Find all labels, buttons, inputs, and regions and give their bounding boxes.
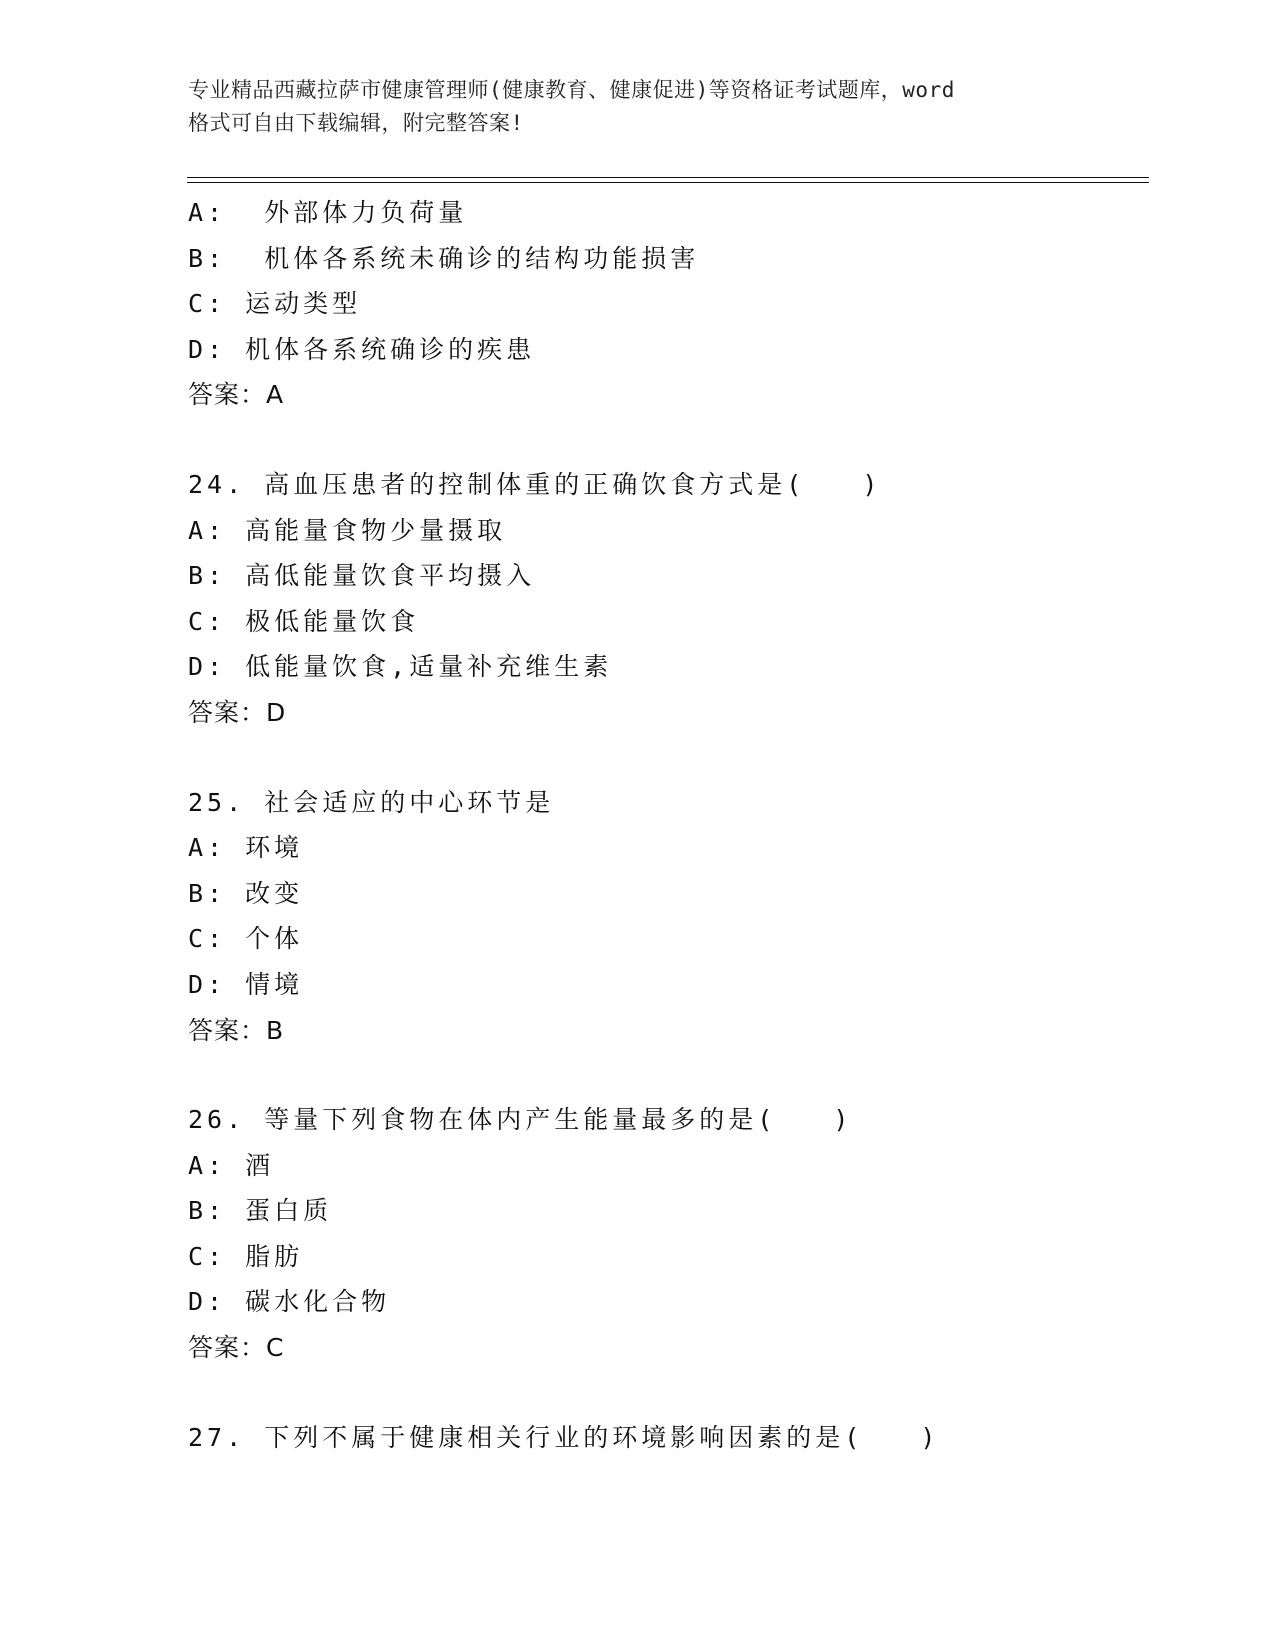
question-stem: 26. 等量下列食物在体内产生能量最多的是( ) [188,1105,853,1135]
question-25 [188,780,1148,1054]
option-c: C: 极低能量饮食 [188,606,420,636]
option-d: D: 碳水化合物 [188,1287,391,1317]
header-rule-top [187,177,1149,178]
answer-label: 答案：C [188,1333,285,1363]
question-stem: 24. 高血压患者的控制体重的正确饮食方式是( ) [188,469,882,499]
option-b: B: 机体各系统未确诊的结构功能损害 [188,243,700,273]
option-a: A: 酒 [188,1150,275,1180]
header-rule-bottom [187,182,1149,183]
option-c: C: 运动类型 [188,289,362,319]
question-list [188,190,1148,1460]
option-a: A: 环境 [188,833,304,863]
option-c: C: 个体 [188,924,304,954]
option-d: D: 情境 [188,969,304,999]
answer-label: 答案：D [188,697,287,727]
question-26 [188,1097,1148,1371]
option-d: D: 机体各系统确诊的疾患 [188,334,536,364]
question-27 [188,1415,1148,1461]
option-b: B: 改变 [188,878,304,908]
option-b: B: 高低能量饮食平均摄入 [188,561,536,591]
answer-label: 答案：A [188,380,285,410]
header-line-1: 专业精品西藏拉萨市健康管理师(健康教育、健康促进)等资格证考试题库，word [188,78,955,102]
question-stem: 25. 社会适应的中心环节是 [188,787,555,817]
question-23-partial [188,190,1148,418]
document-header [188,74,1088,140]
option-a: A: 高能量食物少量摄取 [188,515,507,545]
option-d: D: 低能量饮食,适量补充维生素 [188,652,613,682]
answer-label: 答案：B [188,1015,285,1045]
option-a: A: 外部体力负荷量 [188,198,468,227]
question-stem: 27. 下列不属于健康相关行业的环境影响因素的是( ) [188,1422,940,1452]
option-b: B: 蛋白质 [188,1196,333,1226]
option-c: C: 脂肪 [188,1241,304,1271]
header-line-2: 格式可自由下载编辑，附完整答案! [188,111,524,135]
question-24 [188,462,1148,736]
